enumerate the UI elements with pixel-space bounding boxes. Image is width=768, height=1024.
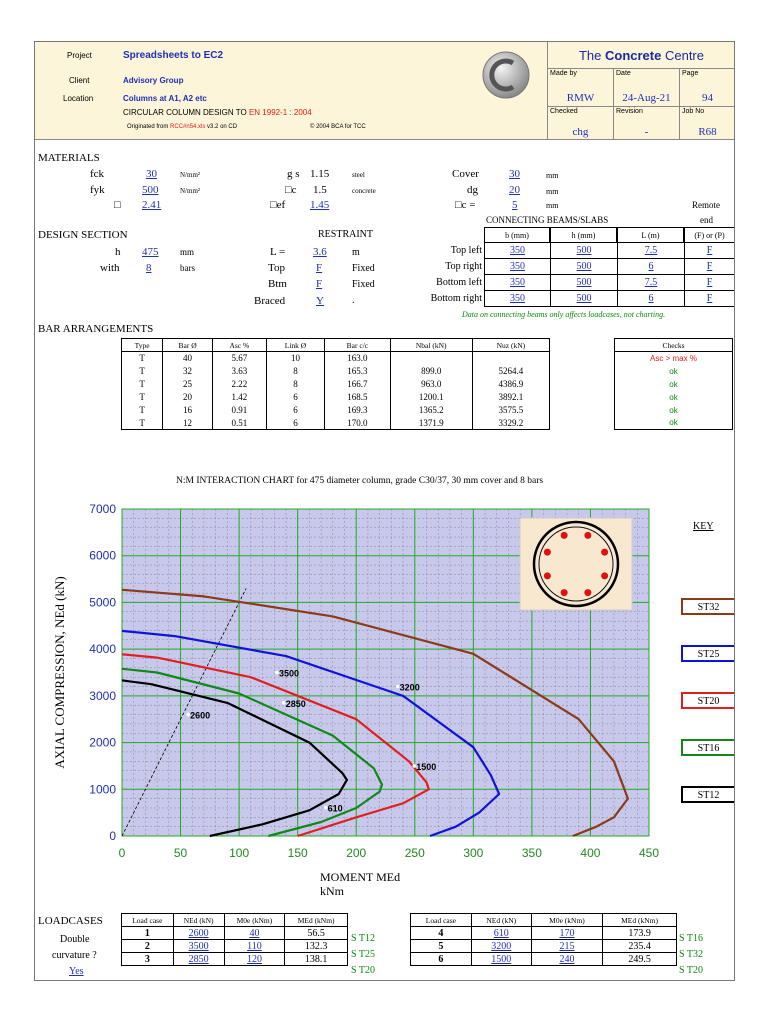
beam-cell-fp [684, 259, 734, 275]
btm-label: Btm [268, 278, 287, 290]
beam-row-label: Bottom left [436, 277, 482, 288]
loadcase-input-ned[interactable]: 2600 [188, 927, 209, 939]
pef-label: □ef [270, 199, 286, 211]
design-title: CIRCULAR COLUMN DESIGN TO EN 1992-1 : 2004 [123, 108, 312, 117]
bar-cell: 8 [266, 365, 324, 378]
concrete-centre-logo [481, 50, 531, 100]
bar-cell: T [122, 404, 163, 417]
loadcase-bar: S T25 [351, 949, 375, 960]
bar-header: Bar c/c [325, 339, 391, 352]
beam-cell-h [550, 259, 617, 275]
pef-input[interactable]: 1.45 [310, 199, 330, 211]
bar-cell: T [122, 365, 163, 378]
loadcase-input-m0e[interactable]: 40 [249, 927, 260, 939]
double-label-2: curvature ? [52, 950, 97, 961]
h-label: h [115, 246, 121, 258]
loadcase-cell-m0e [224, 927, 285, 940]
phi-input[interactable]: 2.41 [142, 199, 162, 211]
x-tick-label: 250 [404, 846, 425, 860]
design-section-title: DESIGN SECTION [38, 229, 128, 241]
cover-label: Cover [452, 168, 479, 180]
dc-label: □c = [455, 199, 476, 211]
beam-cell-h [550, 275, 617, 291]
beam-row-label: Top right [445, 261, 482, 272]
bar-cell: 3.63 [212, 365, 266, 378]
loadcase-header: Load case [411, 914, 472, 927]
bar-header: Type [122, 339, 163, 352]
gs-note: steel [352, 171, 365, 179]
bar-cell: 1200.1 [390, 391, 472, 404]
bar-cell [472, 352, 549, 365]
bar-cell: 16 [163, 404, 213, 417]
beam-cell-fp [684, 291, 734, 307]
beam-cell-h [550, 243, 617, 259]
beam-cell-l [617, 259, 684, 275]
dg-input[interactable]: 20 [509, 184, 520, 196]
bar-cell: 1365.2 [390, 404, 472, 417]
bar-row [122, 404, 550, 417]
check-status: ok [615, 378, 733, 391]
beam-input-b[interactable]: 350 [510, 293, 525, 304]
bar-cell [390, 352, 472, 365]
loadcase-cell-med: 235.4 [603, 940, 677, 953]
bar-cell: 3329.2 [472, 417, 549, 430]
loadcase-input-m0e[interactable]: 240 [559, 953, 575, 965]
beam-cell-b [484, 275, 550, 291]
loadcase-bar: S T16 [679, 933, 703, 944]
rebar-dot [561, 532, 568, 539]
check-status: Asc > max % [615, 352, 733, 365]
y-tick-label: 5000 [89, 595, 116, 610]
restraint-title: RESTRAINT [318, 229, 373, 240]
beam-input-l[interactable]: 6 [648, 261, 654, 272]
bar-cell: 0.51 [212, 417, 266, 430]
beam-cell-b [484, 259, 550, 275]
revision-cell: Revision - [614, 107, 680, 140]
bar-cell: 8 [266, 378, 324, 391]
loadcase-cell-m0e [531, 953, 602, 966]
checks-table [614, 338, 733, 430]
check-status: ok [615, 404, 733, 417]
fyk-unit: N/mm² [180, 187, 200, 195]
top-input[interactable]: F [316, 262, 323, 274]
loadcase-cell-ned [471, 953, 531, 966]
beam-input-h[interactable]: 500 [576, 277, 592, 288]
bar-cell: 168.5 [325, 391, 391, 404]
beam-input-l[interactable]: 6 [648, 293, 654, 304]
loadcase-input-ned[interactable]: 3500 [188, 940, 209, 952]
bar-cell: 899.0 [390, 365, 472, 378]
loadcase-row [411, 927, 677, 940]
l-input[interactable]: 3.6 [313, 246, 327, 258]
bar-cell: 6 [266, 404, 324, 417]
loadcase-cell-med: 173.9 [603, 927, 677, 940]
loadcase-header: Load case [122, 914, 174, 927]
loadcase-cell-m0e [224, 940, 285, 953]
bar-cell: 6 [266, 391, 324, 404]
beam-input-h[interactable]: 500 [576, 293, 592, 304]
loadcase-row [411, 953, 677, 966]
bar-cell: 10 [266, 352, 324, 365]
loadcase-header: NEd (kN) [471, 914, 531, 927]
y-tick-label: 2000 [89, 735, 116, 750]
double-input[interactable]: Yes [69, 966, 84, 977]
loadcase-bar: S T32 [679, 949, 703, 960]
key-item-st20: ST20 [681, 692, 734, 709]
y-tick-label: 0 [109, 829, 116, 843]
beam-input-b[interactable]: 350 [510, 277, 525, 288]
h-unit: mm [180, 247, 195, 257]
bar-table [121, 338, 550, 430]
bar-cell: 1371.9 [390, 417, 472, 430]
point-label: 2850 [285, 698, 306, 709]
fck-input[interactable]: 30 [146, 168, 157, 180]
point-label: 610 [327, 803, 343, 814]
checks-header: Checks [615, 339, 733, 352]
btm-desc: Fixed [352, 279, 375, 290]
beam-input-fp[interactable]: F [706, 277, 713, 288]
bar-cell: 12 [163, 417, 213, 430]
loadcase-row [122, 953, 348, 966]
key-item-st32: ST32 [681, 598, 734, 615]
rebar-dot [601, 549, 608, 556]
x-tick-label: 50 [173, 846, 188, 860]
loadcase-cell-n: 2 [122, 940, 174, 953]
sheet-header [35, 42, 734, 140]
title-block [547, 42, 734, 140]
gs-label: g s [287, 168, 300, 180]
rebar-dot [584, 589, 591, 596]
loadcase-cell-m0e [531, 927, 602, 940]
loadcase-header: NEd (kN) [173, 914, 224, 927]
dc-unit: mm [546, 201, 559, 210]
bars-title: BAR ARRANGEMENTS [38, 323, 154, 335]
remote-label-2: end [700, 215, 713, 225]
beams-header-0: b (mm) [484, 227, 550, 243]
dg-unit: mm [546, 187, 559, 196]
fck-unit: N/mm² [180, 171, 200, 179]
key-item-st16: ST16 [681, 739, 734, 756]
bar-row [122, 352, 550, 365]
loadcase-cell-ned [173, 940, 224, 953]
loadcase-row [122, 940, 348, 953]
bar-header: Bar Ø [163, 339, 213, 352]
loadcase-header: MEd (kNm) [285, 914, 348, 927]
beam-cell-fp [684, 243, 734, 259]
bar-row [122, 391, 550, 404]
double-label-1: Double [60, 934, 90, 945]
phi-label: □ [114, 199, 121, 211]
bar-cell: 32 [163, 365, 213, 378]
beam-cell-l [617, 275, 684, 291]
loadcase-row [411, 940, 677, 953]
loadcase-cell-med: 249.5 [603, 953, 677, 966]
loadcase-row [122, 927, 348, 940]
bar-cell: 20 [163, 391, 213, 404]
loadcase-input-m0e[interactable]: 120 [246, 953, 262, 965]
bar-cell: T [122, 417, 163, 430]
bar-cell: 163.0 [325, 352, 391, 365]
gc-value: 1.5 [313, 184, 327, 196]
x-axis-unit: kNm [320, 884, 344, 898]
cover-input[interactable]: 30 [509, 168, 520, 180]
beam-row-label: Top left [450, 245, 482, 256]
originated-note: Originated from RCC#n54.xls v3.2 on CD [127, 124, 238, 130]
bar-cell: 0.91 [212, 404, 266, 417]
loadcase-input-m0e[interactable]: 110 [247, 940, 262, 952]
loadcase-cell-med: 132.3 [285, 940, 348, 953]
x-tick-label: 450 [638, 846, 660, 860]
dg-label: dg [467, 184, 478, 196]
loadcase-table-right [410, 913, 677, 966]
y-tick-label: 3000 [89, 688, 116, 703]
beam-cell-h [550, 291, 617, 307]
l-unit: m [352, 247, 360, 258]
loadcase-input-ned[interactable]: 2850 [188, 953, 209, 965]
beams-header-2: L (m) [617, 227, 684, 243]
h-input[interactable]: 475 [142, 246, 159, 258]
beams-note: Data on connecting beams only affects loadcases, not charting. [462, 310, 666, 319]
rebar-dot [601, 572, 608, 579]
bar-header: Nbal (kN) [390, 339, 472, 352]
loadcase-cell-ned [173, 927, 224, 940]
bar-cell: 5.67 [212, 352, 266, 365]
project-label: Project [67, 51, 92, 60]
x-tick-label: 300 [463, 846, 484, 860]
beam-input-l[interactable]: 7.5 [644, 245, 658, 256]
x-tick-label: 350 [521, 846, 542, 860]
loadcase-cell-m0e [224, 953, 285, 966]
client-label: Client [69, 76, 90, 85]
checked-cell: Checked chg [548, 107, 614, 140]
x-axis-label: MOMENT MEd [320, 870, 401, 884]
key-title: KEY [693, 521, 714, 532]
bar-cell: 40 [163, 352, 213, 365]
rebar-dot [544, 572, 551, 579]
bar-cell: 165.3 [325, 365, 391, 378]
location-value[interactable]: Columns at A1, A2 etc [123, 94, 207, 103]
beams-grid [430, 227, 734, 309]
gc-label: □c [285, 184, 297, 196]
loadcase-cell-n: 1 [122, 927, 174, 940]
brand-title: The Concrete Centre [548, 42, 735, 69]
point-label: 2600 [190, 710, 211, 721]
made-by-cell: Made by RMW [548, 69, 614, 107]
x-tick-label: 0 [118, 846, 126, 860]
loadcase-input-m0e[interactable]: 170 [559, 927, 575, 939]
bar-cell: T [122, 352, 163, 365]
interaction-chart [36, 494, 676, 904]
top-desc: Fixed [352, 263, 375, 274]
fck-label: fck [90, 168, 105, 180]
x-tick-label: 400 [580, 846, 601, 860]
bar-cell: 1.42 [212, 391, 266, 404]
bar-header: Asc % [212, 339, 266, 352]
bar-cell: 25 [163, 378, 213, 391]
btm-input[interactable]: F [316, 278, 323, 290]
loadcase-cell-n: 6 [411, 953, 472, 966]
beam-input-l[interactable]: 7.5 [644, 277, 658, 288]
beam-cell-fp [684, 275, 734, 291]
cover-unit: mm [546, 171, 559, 180]
loadcase-cell-m0e [531, 940, 602, 953]
beam-cell-b [484, 291, 550, 307]
bar-cell: 170.0 [325, 417, 391, 430]
location-label: Location [63, 94, 94, 103]
bars-input[interactable]: 8 [146, 262, 152, 274]
braced-label: Braced [254, 295, 286, 307]
loadcase-header: M0e (kNm) [224, 914, 285, 927]
check-status: ok [615, 417, 733, 430]
point-label: 3500 [278, 668, 299, 679]
beam-input-fp[interactable]: F [706, 245, 713, 256]
fyk-input[interactable]: 500 [142, 184, 159, 196]
copyright-note: © 2004 BCA for TCC [310, 124, 366, 130]
loadcases-title: LOADCASES [38, 915, 103, 927]
braced-dot: . [352, 295, 355, 306]
bar-cell: 166.7 [325, 378, 391, 391]
check-status: ok [615, 391, 733, 404]
bar-cell: 4386.9 [472, 378, 549, 391]
beam-input-h[interactable]: 500 [576, 245, 592, 256]
loadcase-table-left [121, 913, 348, 966]
beams-header-1: h (mm) [550, 227, 617, 243]
with-label: with [100, 262, 120, 274]
bar-cell: T [122, 378, 163, 391]
bar-cell: 2.22 [212, 378, 266, 391]
key-item-st12: ST12 [681, 786, 734, 803]
beams-title: CONNECTING BEAMS/SLABS [486, 215, 609, 225]
remote-label-1: Remote [692, 200, 720, 210]
bar-header: Nuz (kN) [472, 339, 549, 352]
bar-row [122, 365, 550, 378]
column-section-diagram [520, 518, 632, 610]
beam-cell-b [484, 243, 550, 259]
check-status: ok [615, 365, 733, 378]
y-tick-label: 6000 [89, 548, 116, 563]
loadcase-header: MEd (kNm) [603, 914, 677, 927]
loadcase-input-m0e[interactable]: 215 [559, 940, 575, 952]
loadcase-cell-n: 3 [122, 953, 174, 966]
materials-title: MATERIALS [38, 152, 100, 164]
beam-input-b[interactable]: 350 [510, 261, 525, 272]
key-item-st25: ST25 [681, 645, 734, 662]
loadcase-bar: S T20 [679, 965, 703, 976]
bar-cell: 169.3 [325, 404, 391, 417]
beams-header-3: (F) or (P) [684, 227, 734, 243]
bar-cell: T [122, 391, 163, 404]
point-label: 1500 [416, 761, 437, 772]
project-value[interactable]: Spreadsheets to EC2 [123, 50, 224, 61]
loadcase-bar: S T20 [351, 965, 375, 976]
loadcase-cell-med: 138.1 [285, 953, 348, 966]
page-cell: Page 94 [680, 69, 735, 107]
bar-cell: 5264.4 [472, 365, 549, 378]
bar-cell: 3575.5 [472, 404, 549, 417]
x-tick-label: 200 [346, 846, 367, 860]
client-value[interactable]: Advisory Group [123, 76, 184, 85]
loadcase-input-ned[interactable]: 3200 [491, 940, 512, 952]
date-cell: Date 24-Aug-21 [614, 69, 680, 107]
gs-value: 1.15 [310, 168, 330, 180]
loadcase-cell-ned [173, 953, 224, 966]
x-tick-label: 150 [287, 846, 308, 860]
job-cell: Job No R68 [682, 108, 717, 138]
beam-input-b[interactable]: 350 [510, 245, 525, 256]
dc-input[interactable]: 5 [512, 199, 518, 211]
bar-row [122, 378, 550, 391]
loadcase-header: M0e (kNm) [531, 914, 602, 927]
beam-row-label: Bottom right [430, 293, 482, 304]
loadcase-cell-n: 4 [411, 927, 472, 940]
y-tick-label: 1000 [89, 782, 116, 797]
gc-note: concrete [352, 187, 376, 195]
y-tick-label: 7000 [89, 502, 116, 516]
loadcase-cell-ned [471, 940, 531, 953]
rebar-dot [584, 532, 591, 539]
bar-header: Link Ø [266, 339, 324, 352]
loadcase-cell-n: 5 [411, 940, 472, 953]
x-tick-label: 100 [229, 846, 250, 860]
fyk-label: fyk [90, 184, 105, 196]
l-label: L = [270, 246, 286, 258]
braced-input[interactable]: Y [316, 295, 324, 307]
beam-input-fp[interactable]: F [706, 293, 713, 304]
loadcase-cell-ned [471, 927, 531, 940]
rebar-dot [544, 549, 551, 556]
loadcase-bar: S T12 [351, 933, 375, 944]
loadcase-input-ned[interactable]: 610 [493, 927, 509, 939]
bar-cell: 6 [266, 417, 324, 430]
bar-cell: 963.0 [390, 378, 472, 391]
y-tick-label: 4000 [89, 642, 116, 657]
rebar-dot [561, 589, 568, 596]
y-axis-label: AXIAL COMPRESSION, NEd (kN) [52, 576, 67, 769]
beam-cell-l [617, 291, 684, 307]
loadcase-cell-med: 56.5 [285, 927, 348, 940]
beam-input-fp[interactable]: F [706, 261, 713, 272]
bar-cell: 3892.1 [472, 391, 549, 404]
top-label: Top [268, 262, 285, 274]
point-label: 3200 [399, 682, 420, 693]
beam-input-h[interactable]: 500 [576, 261, 592, 272]
bar-row [122, 417, 550, 430]
loadcase-input-ned[interactable]: 1500 [491, 953, 512, 965]
beam-cell-l [617, 243, 684, 259]
chart-title: N:M INTERACTION CHART for 475 diameter column, grade C30/37, 30 mm cover and 8 bars [176, 476, 544, 486]
bars-unit: bars [180, 263, 195, 273]
